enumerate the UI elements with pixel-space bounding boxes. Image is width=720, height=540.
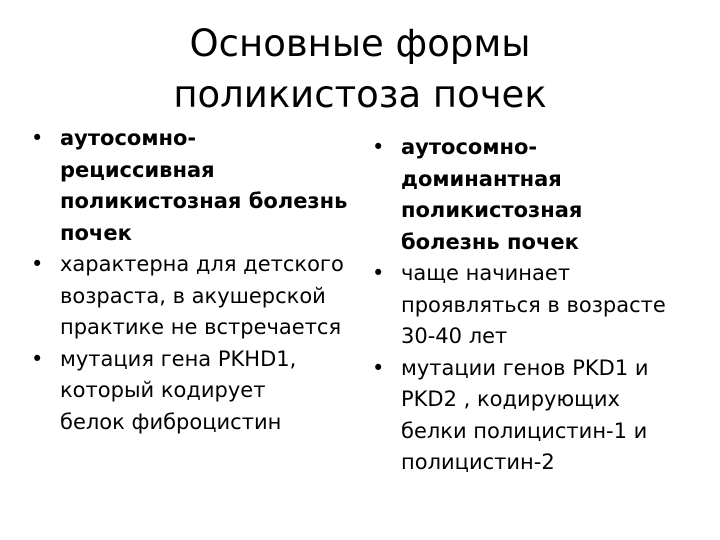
- bullet-icon: •: [372, 355, 385, 380]
- right-item-2-line-1: чаще начинает: [401, 261, 571, 285]
- left-column-list: [31, 123, 366, 438]
- right-item-age: [372, 258, 712, 353]
- title-line-2: поликистоза почек: [173, 73, 547, 116]
- right-column-list: [372, 132, 712, 479]
- left-item-2-line-2: возраста, в акушерской: [60, 283, 326, 308]
- left-item-3-line-3: белок фиброцистин: [60, 409, 282, 434]
- right-item-inheritance: [372, 132, 712, 258]
- bullet-icon: •: [372, 261, 385, 285]
- right-item-3-line-1: мутации генов PKD1 и: [401, 355, 649, 380]
- right-item-1-line-4: болезнь почек: [401, 229, 579, 254]
- right-item-1-line-3: поликистозная: [401, 198, 583, 222]
- right-item-2-line-2: проявляться в возрасте: [401, 292, 666, 317]
- left-item-1-line-1: аутосомно-: [60, 126, 197, 150]
- title-line-1: Основные формы: [189, 22, 531, 65]
- left-item-3-line-1: мутация гена PKHD1,: [60, 346, 297, 371]
- right-item-3-line-3: белки полицистин-1 и: [401, 418, 648, 443]
- bullet-icon: •: [372, 135, 385, 159]
- left-item-3-line-2: который кодирует: [60, 378, 266, 402]
- right-item-mutation: [372, 353, 712, 479]
- left-item-1-line-3: поликистозная болезнь: [60, 189, 348, 213]
- left-item-age: [31, 249, 366, 344]
- right-item-2-line-3: 30-40 лет: [401, 324, 508, 348]
- slide-title: [0, 18, 720, 120]
- left-item-1-line-2: рециссивная: [60, 157, 215, 182]
- right-item-1-line-1: аутосомно-: [401, 135, 538, 159]
- left-item-inheritance: [31, 123, 366, 249]
- right-item-3-line-4: полицистин-2: [401, 450, 555, 474]
- left-item-2-line-1: характерна для детского: [60, 252, 344, 276]
- bullet-icon: •: [31, 252, 44, 276]
- left-item-2-line-3: практике не встречается: [60, 315, 342, 339]
- right-item-3-line-2: PKD2 , кодирующих: [401, 387, 620, 411]
- left-item-mutation: [31, 344, 366, 439]
- right-item-1-line-2: доминантная: [401, 166, 562, 191]
- bullet-icon: •: [31, 126, 44, 150]
- bullet-icon: •: [31, 346, 44, 371]
- left-item-1-line-4: почек: [60, 220, 132, 245]
